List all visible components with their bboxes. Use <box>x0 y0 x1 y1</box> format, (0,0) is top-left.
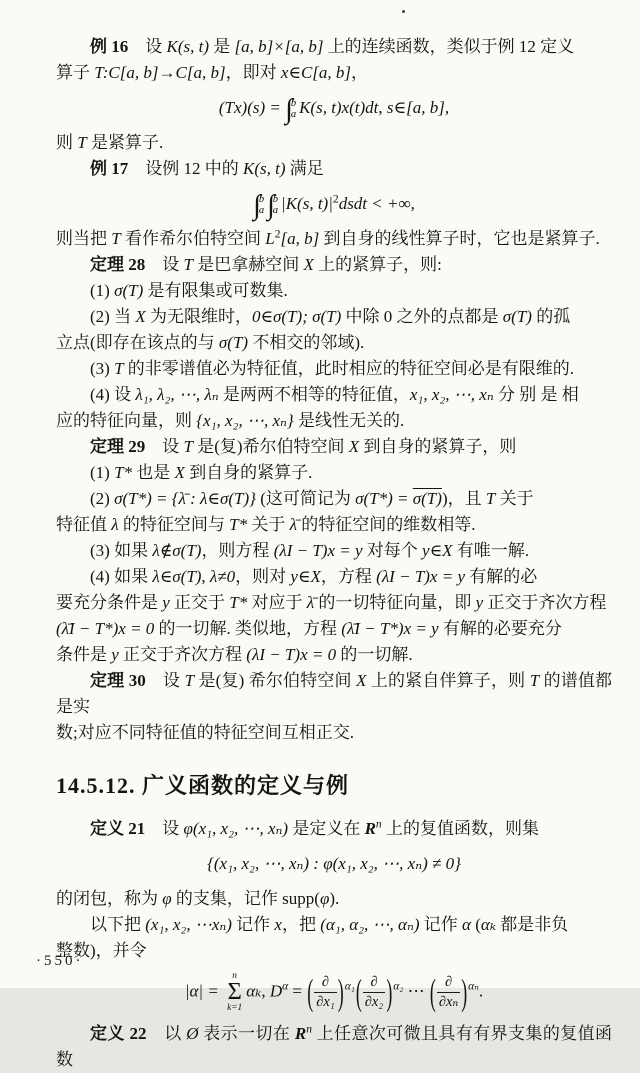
text-line: 应的特征向量，则 {x₁, x₂, ⋯, xₙ} 是线性无关的. <box>56 411 405 430</box>
text-line: 条件是 y 正交于齐次方程 (λI − T)x = 0 的一切解. <box>56 645 413 664</box>
text-line: 则 T 是紧算子. <box>56 133 164 152</box>
text-line: (1) σ(T) 是有限集或可数集. <box>90 281 288 300</box>
text-line: (λ̄I − T*)x = 0 的一切解. 类似地，方程 (λ̄I − T*)x = y 有解的必要充分 <box>56 619 562 638</box>
text-line: 定理 30 设 T 是(复) 希尔伯特空间 X 上的紧自伴算子，则 T 的谱值都是实 <box>56 671 613 716</box>
text-line: (2) σ(T*) = {λ̄ : λ∈σ(T)} (这可简记为 σ(T*) = σ(T))，且 T 关于 <box>90 489 534 508</box>
page-content <box>56 34 612 1073</box>
text-line: 要充分条件是 y 正交于 T* 对应于 λ̄ 的一切特征向量，即 y 正交于齐次方程 <box>56 593 607 612</box>
formula-line: ∫ b a ∫ b a |K(s, $t)|^2dsdt$ < +∞, <box>253 190 415 222</box>
section-heading: 14.5.12. 广义函数的定义与例 <box>56 773 350 798</box>
text-line: 定理 29 设 T 是(复)希尔伯特空间 X 到自身的紧算子，则 <box>90 437 517 456</box>
formula-line: {(x₁, x₂, ⋯, xₙ) : φ(x₁, x₂, ⋯, xₙ) ≠ 0} <box>207 854 461 873</box>
text-line: (2) 当 X 为无限维时，0∈σ(T); σ(T) 中除 0 之外的点都是 σ(T) 的孤 <box>90 307 571 326</box>
text-line: 整数)，并令 <box>56 941 147 960</box>
page-number: ·550· <box>36 953 84 969</box>
formula-line: (Tx)(s) = ∫ b a K(s, t)x(t)dt, s∈[a, b], <box>218 94 450 126</box>
text-line: 数;对应不同特征值的特征空间互相正交. <box>56 723 354 742</box>
text-line: 则当把 T 看作希尔伯特空间 $L^2[a$, b] 到自身的线性算子时，它也是紧算子. <box>56 227 600 248</box>
text-line: 例 16 设 K(s, t) 是 [a, b]×[a, b] 上的连续函数，类似于例 12 定义 <box>90 37 575 56</box>
formula-line: |α| = n Σ k=1 αₖ, $D^\alpha$ = ( $\frac{\partial}{\text{∂x₁}}$ )$^{\alpha_1}$( $\frac{\partial}{\text{∂x₂}}$ )$^{\alpha_2}$ ⋯ ( $\frac{\partial}{\text{∂xₙ}}$ )$^{\alpha_n}$. <box>184 971 484 1014</box>
text-line: (3) 如果 λ∉σ(T)，则方程 (λI − T)x = y 对每个 y∈X 有唯一解. <box>90 541 530 560</box>
text-line: 立点(即存在该点的与 σ(T) 不相交的邻域). <box>56 333 365 352</box>
text-line: (3) T 的非零谱值必为特征值，此时相应的特征空间必是有限维的. <box>90 359 575 378</box>
text-line: 算子 T:C[a, b]→C[a, b]，即对 x∈C[a, b]， <box>56 63 369 82</box>
text-line: 定义 22 以 Ø 表示一切在 $R^n$ 上任意次可微且具有有界支集的复值函数 <box>56 1022 613 1069</box>
text-line: (1) T* 也是 X 到自身的紧算子. <box>90 463 313 482</box>
ink-dot <box>402 10 405 13</box>
text-line: 定理 28 设 T 是巴拿赫空间 X 上的紧算子，则: <box>90 255 442 274</box>
text-line: 特征值 λ 的特征空间与 T* 关于 λ̄ 的特征空间的维数相等. <box>56 515 476 534</box>
text-line: 例 17 设例 12 中的 K(s, t) 满足 <box>90 159 324 178</box>
text-line: (4) 如果 λ∈σ(T), λ≠0，则对 y∈X，方程 (λI − T)x = y 有解的必 <box>90 567 538 586</box>
text-line: 的闭包，称为 φ 的支集，记作 supp(φ). <box>56 889 340 908</box>
text-line: 以下把 (x₁, x₂, ⋯xₙ) 记作 x，把 (α₁, α₂, ⋯, αₙ) 记作 α (αₖ 都是非负 <box>90 915 569 934</box>
text-line: 定义 21 设 φ(x₁, x₂, ⋯, xₙ) 是定义在 $R^n$ 上的复值函数，则集 <box>90 817 539 838</box>
text-line: (4) 设 λ₁, λ₂, ⋯, λₙ 是两两不相等的特征值，x₁, x₂, ⋯, xₙ 分 别 是 相 <box>90 385 579 404</box>
